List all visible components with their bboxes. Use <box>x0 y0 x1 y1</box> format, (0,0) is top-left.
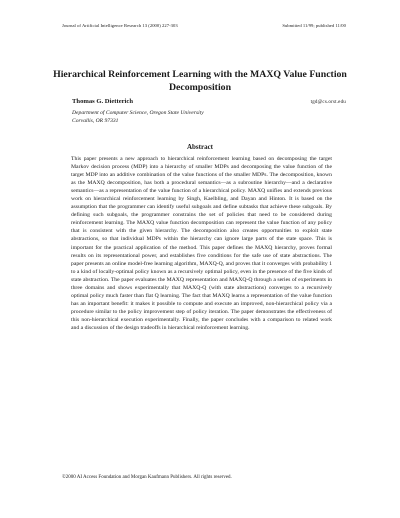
author-email: tgd@cs.orst.edu <box>310 100 346 105</box>
author-row <box>72 98 346 105</box>
copyright-footer: ©2000 AI Access Foundation and Morgan Kaufmann Publishers. All rights reserved. <box>62 475 232 480</box>
abstract-body: This paper presents a new approach to hierarchical reinforcement learning based on decomposing the target Markov decision process (MDP) into a hierarchy of smaller MDPs and decomposing the value function of the target MDP into an additive combination of the value functions of the smaller MDPs. The decomposition, known as the MAXQ decomposition, has both a procedural semantics—as a subroutine hierarchy—and a declarative semantics—as a representation of the value function of a hierarchical policy. MAXQ unifies and extends previous work on hierarchical reinforcement learning by Singh, Kaelbling, and Dayan and Hinton. It is based on the assumption that the programmer can identify useful subgoals and define subtasks that achieve these subgoals. By defining such subgoals, the programmer constrains the set of policies that need to be considered during reinforcement learning. The MAXQ value function decomposition can represent the value function of any policy that is consistent with the given hierarchy. The decomposition also creates opportunities to exploit state abstractions, so that individual MDPs within the hierarchy can ignore large parts of the state space. This is important for the practical application of the method. This paper defines the MAXQ hierarchy, proves formal results on its representational power, and establishes five conditions for the safe use of state abstractions. The paper presents an online model-free learning algorithm, MAXQ-Q, and proves that it converges with probability 1 to a kind of locally-optimal policy known as a recursively optimal policy, even in the presence of the five kinds of state abstraction. The paper evaluates the MAXQ representation and MAXQ-Q through a series of experiments in three domains and shows experimentally that MAXQ-Q (with state abstractions) converges to a recursively optimal policy much faster than flat Q learning. The fact that MAXQ learns a representation of the value function has an important benefit: it makes it possible to compute and execute an improved, non-hierarchical policy via a procedure similar to the policy improvement step of policy iteration. The paper demonstrates the effectiveness of this non-hierarchical execution experimentally. Finally, the paper concludes with a comparison to related work and a discussion of the design tradeoffs in hierarchical reinforcement learning. <box>71 156 332 331</box>
submission-dates: Submitted 11/99; published 11/00 <box>282 23 346 28</box>
author-affiliation <box>72 109 204 126</box>
abstract-heading: Abstract <box>186 143 214 151</box>
paper-title: Hierarchical Reinforcement Learning with the MAXQ Value Function Decomposition <box>53 69 347 93</box>
journal-header <box>62 23 346 28</box>
author-department: Department of Computer Science, Oregon State University <box>72 110 204 116</box>
author-name: Thomas G. Dietterich <box>72 98 133 105</box>
author-location: Corvallis, OR 97331 <box>72 118 119 125</box>
journal-citation: Journal of Artificial Intelligence Research 13 (2000) 227-303 <box>62 23 178 28</box>
